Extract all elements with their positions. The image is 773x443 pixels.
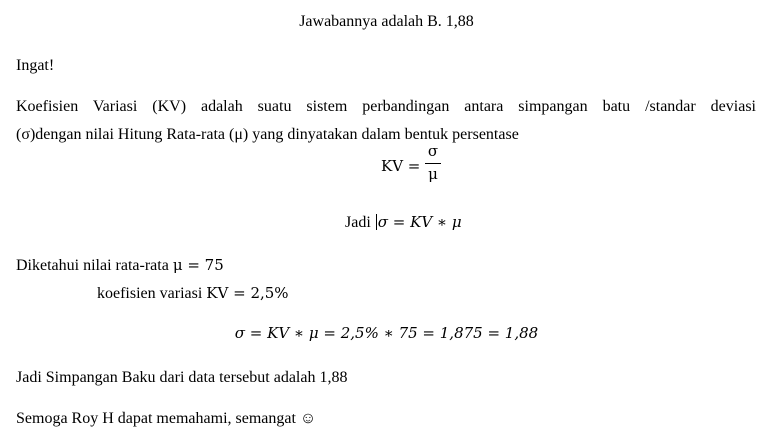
sigma-formula: σ = KV ∗ μ (377, 213, 462, 231)
given-mean (16, 258, 224, 274)
definition-line-2: (σ)dengan nilai Hitung Rata-rata (μ) yang dinyatakan dalam bentuk persentase (16, 126, 519, 143)
fraction-bar (425, 163, 441, 164)
given-mean-expr: μ = 75 (172, 256, 224, 274)
jadi-prefix: Jadi (345, 214, 375, 231)
definition-line-1: Koefisien Variasi (KV) adalah suatu sistem perbandingan antara simpangan batu /standar deviasi (16, 98, 756, 115)
reminder-label: Ingat! (16, 57, 55, 74)
conclusion: Jadi Simpangan Baku dari data tersebut adalah 1,88 (16, 369, 348, 386)
given-mean-label: Diketahui nilai rata-rata (16, 257, 173, 274)
text-cursor (376, 214, 377, 230)
calculation-expr: σ = KV ∗ μ = 2,5% ∗ 75 = 1,875 = 1,88 (234, 324, 539, 342)
kv-fraction (425, 144, 441, 188)
kv-formula-lhs: KV = (381, 157, 421, 175)
given-kv-label: koefisien variasi (97, 285, 207, 302)
calculation (0, 326, 773, 341)
closing-message: Semoga Roy H dapat memahami, semangat ☺ (16, 410, 317, 427)
kv-fraction-numerator: σ (427, 142, 439, 160)
given-kv (97, 286, 289, 302)
given-kv-expr: KV = 2,5% (206, 284, 289, 302)
jadi-formula (345, 214, 462, 231)
kv-fraction-denominator: μ (428, 165, 438, 183)
answer-header: Jawabannya adalah B. 1,88 (299, 13, 474, 30)
